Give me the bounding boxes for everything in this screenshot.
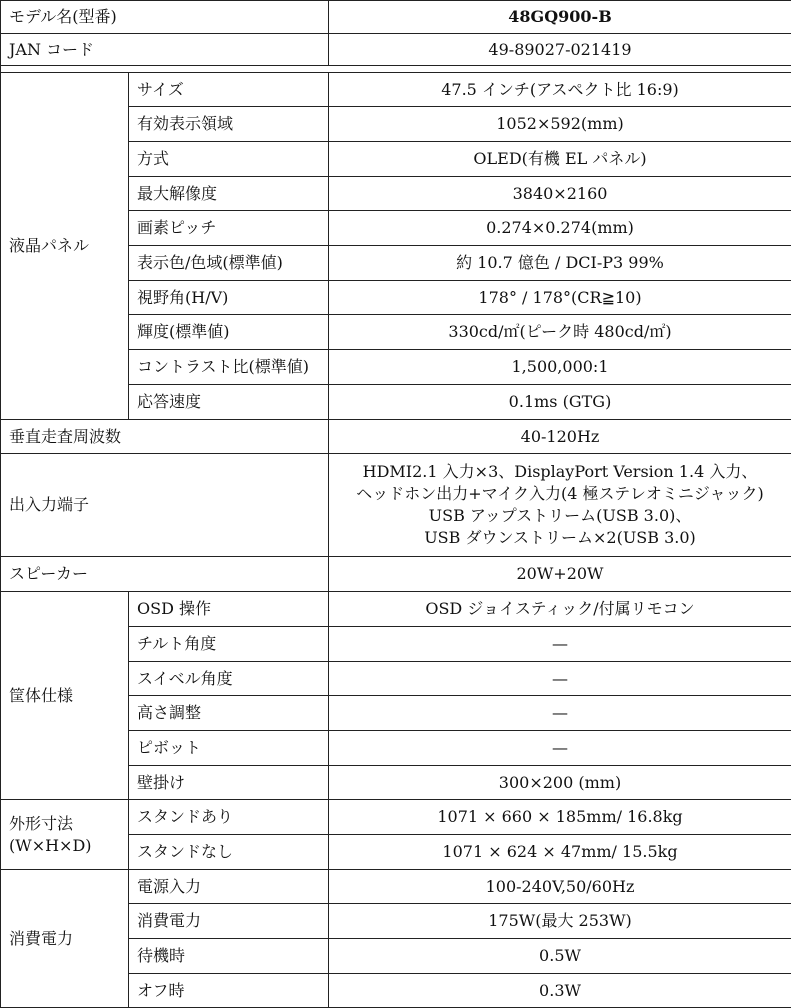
label-brightness: 輝度(標準値) (129, 315, 329, 350)
group-dims (1, 800, 129, 870)
value-brightness: 330cd/㎡(ピーク時 480cd/㎡) (329, 315, 791, 350)
io-line-4: USB ダウンストリーム×2(USB 3.0) (337, 527, 783, 549)
group-body: 筐体仕様 (1, 592, 129, 800)
value-io (329, 454, 791, 557)
row-model (1, 1, 791, 34)
label-speaker: スピーカー (1, 557, 329, 592)
row-body-osd (1, 592, 791, 627)
value-wall: 300×200 (mm) (329, 766, 791, 800)
label-contrast: コントラスト比(標準値) (129, 350, 329, 385)
value-nostand: 1071 × 624 × 47mm/ 15.5kg (329, 835, 791, 870)
label-type: 方式 (129, 142, 329, 177)
row-io (1, 454, 791, 557)
value-jan: 49-89027-021419 (329, 34, 791, 66)
spacer (1, 66, 791, 73)
label-size: サイズ (129, 73, 329, 107)
value-swivel: — (329, 662, 791, 696)
value-model: 48GQ900-B (329, 1, 791, 34)
value-pivot: — (329, 731, 791, 766)
label-vfreq: 垂直走査周波数 (1, 420, 329, 454)
io-line-1: HDMI2.1 入力×3、DisplayPort Version 1.4 入力、 (337, 461, 783, 483)
value-consumption: 175W(最大 253W) (329, 904, 791, 939)
row-power-input (1, 870, 791, 904)
group-power: 消費電力 (1, 870, 129, 1008)
row-spacer (1, 66, 791, 73)
value-standby: 0.5W (329, 939, 791, 974)
label-power-input: 電源入力 (129, 870, 329, 904)
value-off: 0.3W (329, 974, 791, 1008)
label-area: 有効表示領域 (129, 107, 329, 142)
label-io: 出入力端子 (1, 454, 329, 557)
dims-group-line-1: 外形寸法 (9, 813, 120, 835)
label-resolution: 最大解像度 (129, 177, 329, 211)
label-pivot: ピボット (129, 731, 329, 766)
value-contrast: 1,500,000:1 (329, 350, 791, 385)
value-power-input: 100-240V,50/60Hz (329, 870, 791, 904)
value-stand: 1071 × 660 × 185mm/ 16.8kg (329, 800, 791, 835)
value-colors: 約 10.7 億色 / DCI-P3 99% (329, 246, 791, 281)
value-vfreq: 40-120Hz (329, 420, 791, 454)
label-model: モデル名(型番) (1, 1, 329, 34)
label-nostand: スタンドなし (129, 835, 329, 870)
row-panel-size (1, 73, 791, 107)
label-colors: 表示色/色域(標準値) (129, 246, 329, 281)
label-tilt: チルト角度 (129, 627, 329, 662)
row-speaker (1, 557, 791, 592)
label-standby: 待機時 (129, 939, 329, 974)
label-jan: JAN コード (1, 34, 329, 66)
value-viewing: 178° / 178°(CR≧10) (329, 281, 791, 315)
label-viewing: 視野角(H/V) (129, 281, 329, 315)
dims-group-line-2: (W×H×D) (9, 835, 120, 857)
value-resolution: 3840×2160 (329, 177, 791, 211)
label-swivel: スイベル角度 (129, 662, 329, 696)
row-dims-stand (1, 800, 791, 835)
label-osd: OSD 操作 (129, 592, 329, 627)
value-type: OLED(有機 EL パネル) (329, 142, 791, 177)
label-consumption: 消費電力 (129, 904, 329, 939)
row-vfreq (1, 420, 791, 454)
io-line-2: ヘッドホン出力+マイク入力(4 極ステレオミニジャック) (337, 483, 783, 505)
label-wall: 壁掛け (129, 766, 329, 800)
label-off: オフ時 (129, 974, 329, 1008)
value-response: 0.1ms (GTG) (329, 385, 791, 420)
value-tilt: — (329, 627, 791, 662)
label-height: 高さ調整 (129, 696, 329, 731)
label-stand: スタンドあり (129, 800, 329, 835)
value-pitch: 0.274×0.274(mm) (329, 211, 791, 246)
label-response: 応答速度 (129, 385, 329, 420)
value-size: 47.5 インチ(アスペクト比 16:9) (329, 73, 791, 107)
value-height: — (329, 696, 791, 731)
label-pitch: 画素ピッチ (129, 211, 329, 246)
row-jan (1, 34, 791, 66)
group-panel: 液晶パネル (1, 73, 129, 420)
value-osd: OSD ジョイスティック/付属リモコン (329, 592, 791, 627)
io-line-3: USB アップストリーム(USB 3.0)、 (337, 505, 783, 527)
value-speaker: 20W+20W (329, 557, 791, 592)
value-area: 1052×592(mm) (329, 107, 791, 142)
